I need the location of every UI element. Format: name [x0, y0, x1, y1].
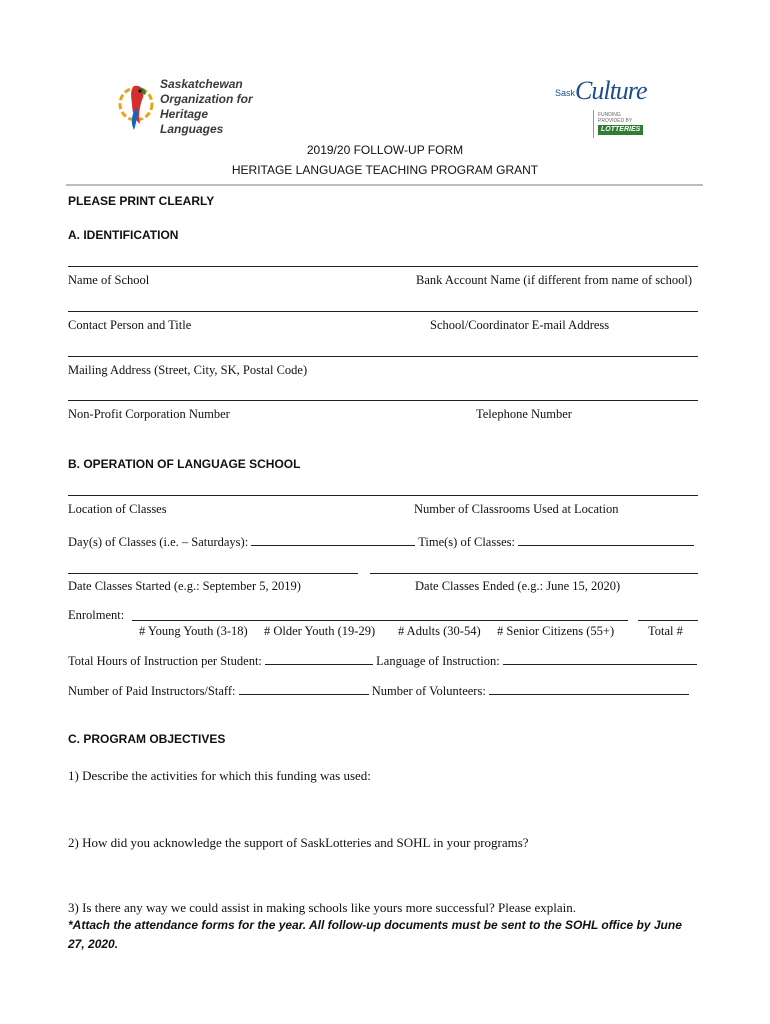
nonprofit-number-field[interactable] [68, 400, 698, 401]
enrolment-total-field[interactable] [638, 620, 698, 621]
coordinator-email-label: School/Coordinator E-mail Address [430, 318, 610, 332]
language-of-instruction-label: Language of Instruction: [376, 654, 500, 668]
telephone-label: Telephone Number [476, 407, 572, 421]
volunteers-label: Number of Volunteers: [371, 684, 486, 698]
times-of-classes-field[interactable] [518, 534, 694, 546]
paid-instructors-label: Number of Paid Instructors/Staff: [68, 684, 236, 698]
older-youth-label: # Older Youth (19-29) [264, 624, 376, 638]
name-of-school-label: Name of School [68, 273, 150, 287]
question-3: 3) Is there any way we could assist in making schools like yours more successful? Please explain. [68, 900, 576, 915]
sask-prefix: Sask [555, 88, 576, 98]
lotteries-word: LOTTERIES [601, 126, 641, 133]
question-2: 2) How did you acknowledge the support of SaskLotteries and SOHL in your programs? [68, 835, 529, 850]
date-started-label: Date Classes Started (e.g.: September 5, 2019) [68, 579, 301, 593]
section-a-heading: A. IDENTIFICATION [68, 228, 179, 242]
mailing-address-label: Mailing Address (Street, City, SK, Postal Code) [68, 363, 308, 377]
date-started-field[interactable] [68, 573, 358, 574]
sask-culture-logo [555, 76, 655, 142]
times-of-classes-label: Time(s) of Classes: [418, 535, 515, 549]
contact-person-field[interactable] [68, 311, 698, 312]
enrolment-field[interactable] [132, 620, 628, 621]
title-divider [66, 184, 703, 186]
mailing-address-field[interactable] [68, 356, 698, 357]
form-title-line1: 2019/20 FOLLOW-UP FORM [306, 143, 464, 157]
bank-account-label: Bank Account Name (if different from name of school) [416, 273, 693, 287]
staff-volunteers-row [68, 683, 689, 699]
senior-citizens-label: # Senior Citizens (55+) [497, 624, 615, 638]
days-of-classes-label: Day(s) of Classes (i.e. – Saturdays): [68, 535, 249, 549]
location-of-classes-label: Location of Classes [68, 502, 167, 516]
volunteers-field[interactable] [489, 683, 689, 695]
paid-instructors-field[interactable] [239, 683, 369, 695]
section-b-heading: B. OPERATION OF LANGUAGE SCHOOL [68, 457, 301, 471]
days-times-row [68, 534, 694, 550]
funding-line2: PROVIDED BY [598, 118, 633, 124]
section-c-heading: C. PROGRAM OBJECTIVES [68, 732, 226, 746]
form-title [0, 140, 770, 180]
parrot-emblem-icon [118, 74, 158, 136]
total-hours-field[interactable] [265, 653, 373, 665]
sohl-logo-line2: Organization for [160, 92, 253, 106]
adults-label: # Adults (30-54) [398, 624, 481, 638]
number-of-classrooms-label: Number of Classrooms Used at Location [414, 502, 619, 516]
date-ended-field[interactable] [370, 573, 698, 574]
attachment-note-line1: *Attach the attendance forms for the year. All follow-up documents must be sent to the SOHL office by June [68, 918, 682, 932]
nonprofit-number-label: Non-Profit Corporation Number [68, 407, 230, 421]
contact-person-label: Contact Person and Title [68, 318, 192, 332]
attachment-note-line2: 27, 2020. [68, 937, 119, 951]
name-of-school-field[interactable] [68, 266, 698, 267]
question-1: 1) Describe the activities for which this funding was used: [68, 768, 371, 783]
enrolment-label: Enrolment: [68, 608, 125, 622]
location-of-classes-field[interactable] [68, 495, 698, 496]
attachment-note [68, 916, 708, 954]
hours-language-row [68, 653, 697, 669]
print-clearly-note: PLEASE PRINT CLEARLY [68, 194, 215, 208]
sohl-logo-line1: Saskatchewan [160, 77, 243, 91]
date-ended-label: Date Classes Ended (e.g.: June 15, 2020) [415, 579, 621, 593]
form-title-line2: HERITAGE LANGUAGE TEACHING PROGRAM GRANT [231, 163, 539, 177]
total-hours-label: Total Hours of Instruction per Student: [68, 654, 262, 668]
sohl-logo [118, 72, 268, 138]
culture-word: Culture [575, 76, 647, 105]
days-of-classes-field[interactable] [251, 534, 415, 546]
total-label: Total # [648, 624, 683, 638]
lotteries-badge [598, 125, 643, 135]
young-youth-label: # Young Youth (3-18) [139, 624, 248, 638]
funding-line1: FUNDING [598, 112, 621, 118]
language-of-instruction-field[interactable] [503, 653, 697, 665]
sohl-logo-line3: Heritage Languages [160, 107, 224, 136]
